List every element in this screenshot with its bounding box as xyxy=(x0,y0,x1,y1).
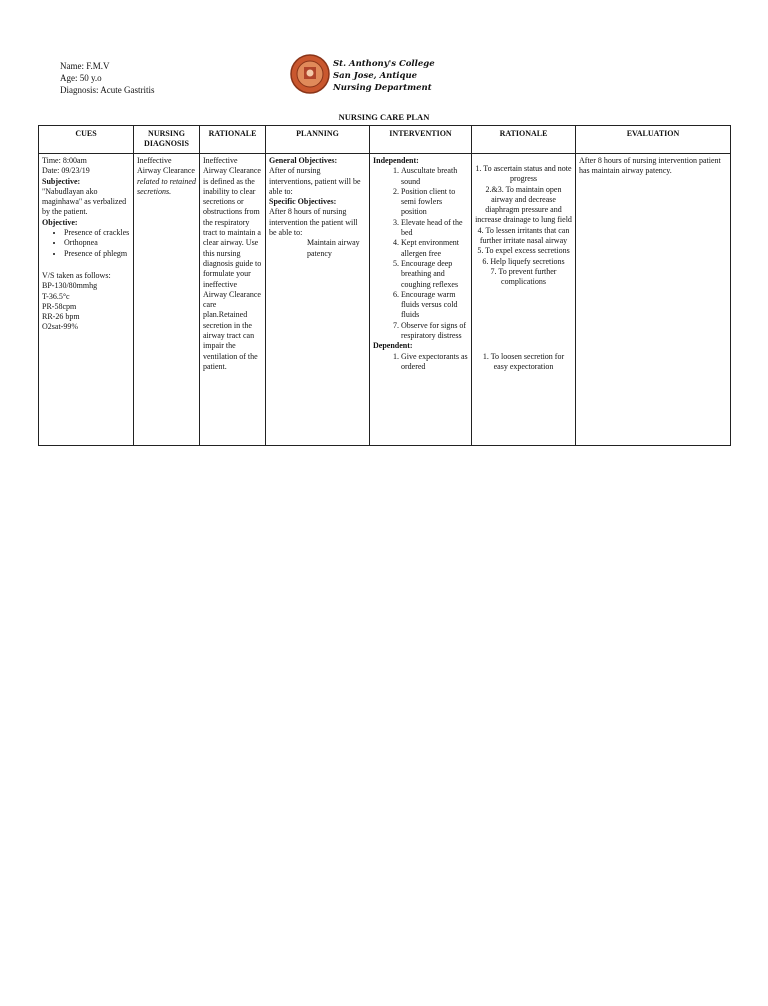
independent-list xyxy=(373,166,468,341)
rationale-2-item-7: 7. To prevent further complications xyxy=(490,266,557,287)
rationale-2-item-6: 6. Help liquefy secretions xyxy=(482,256,565,266)
school-location: San Jose, Antique xyxy=(333,71,418,81)
list-item: 5. Encourage deep breathing and coughing reflexes xyxy=(401,259,468,290)
diagnosis-cell xyxy=(134,154,200,446)
list-item: • Presence of phlegm xyxy=(64,249,130,259)
vital-o2sat: O2sat-99% xyxy=(42,322,78,332)
specific-objectives-label: Specific Objectives: xyxy=(269,197,337,207)
header-nursing-diagnosis: NURSING DIAGNOSIS xyxy=(134,126,200,154)
patient-age: Age: 50 y.o xyxy=(60,73,102,83)
general-objectives-text: After of nursing interventions, patient will be able to: xyxy=(269,166,361,196)
patient-diagnosis: Diagnosis: Acute Gastritis xyxy=(60,85,155,95)
objective-label: Objective: xyxy=(42,217,78,227)
objective-list xyxy=(42,228,130,259)
table-header-row xyxy=(39,126,731,154)
list-item: 2. Position client to semi fowlers position xyxy=(401,187,468,218)
rationale-2-item-5: 5. To expel excess secretions xyxy=(477,246,570,256)
rationale-2-item-1: 1. To ascertain status and note progress xyxy=(475,164,572,184)
evaluation-text: After 8 hours of nursing intervention patient has maintain airway patency. xyxy=(579,156,721,176)
vital-rr: RR-26 bpm xyxy=(42,312,80,322)
rationale-2-dependent-1: 1. To loosen secretion for easy expectoration xyxy=(482,351,565,371)
school-header xyxy=(333,58,435,94)
list-item: 3. Elevate head of the bed xyxy=(401,218,468,239)
rationale-cell xyxy=(200,154,266,446)
evaluation-cell xyxy=(576,154,731,446)
vital-signs-label: V/S taken as follows: xyxy=(42,270,111,280)
header-cues: CUES xyxy=(39,126,134,154)
cues-date: Date: 09/23/19 xyxy=(42,166,90,176)
list-item: • Orthopnea xyxy=(64,238,130,248)
vital-temp: T-36.5°c xyxy=(42,291,70,301)
list-item: 4. Kept environment allergen free xyxy=(401,238,468,259)
dependent-list xyxy=(373,352,468,373)
list-item: 1. Give expectorants as ordered xyxy=(401,352,468,373)
header-rationale-2: RATIONALE xyxy=(472,126,576,154)
vital-pr: PR-58cpm xyxy=(42,301,77,311)
header-intervention: INTERVENTION xyxy=(370,126,472,154)
general-objectives-label: General Objectives: xyxy=(269,156,338,165)
cues-time: Time: 8:00am xyxy=(42,156,87,165)
rationale-2-item-4: 4. To lessen irritants that can further irritate nasal airway xyxy=(477,225,570,246)
rationale-2-item-2-3: 2.&3. To maintain open airway and decrease diaphragm pressure and increase drainage to lung field xyxy=(475,184,572,225)
cues-cell xyxy=(39,154,134,446)
specific-objectives-text: After 8 hours of nursing intervention the patient will be able to: xyxy=(269,207,358,238)
planning-goal: Maintain airway patency xyxy=(307,238,360,258)
diagnosis-related: related to retained secretions. xyxy=(137,176,196,196)
page-title: NURSING CARE PLAN xyxy=(338,112,430,122)
header-rationale: RATIONALE xyxy=(200,126,266,154)
nursing-care-plan-table xyxy=(38,125,731,446)
independent-label: Independent: xyxy=(373,156,419,165)
rationale-text: Ineffective Airway Clearance is defined as the inability to clear secretions or obstructions from the respiratory tract to maintain a clear airway. Use this nursing diagnosis guide to formulate your ineffective Airway Clearance care plan.Retained secretion in the airway tract can impair the ventilation of the patient. xyxy=(203,156,262,371)
header-evaluation: EVALUATION xyxy=(576,126,731,154)
school-name: St. Anthony's College xyxy=(333,59,435,69)
list-item: 7. Observe for signs of respiratory distress xyxy=(401,321,468,342)
header-planning: PLANNING xyxy=(266,126,370,154)
school-seal-icon xyxy=(290,54,330,94)
subjective-text: "Nabudlayan ako maginhawa" as verbalized by the patient. xyxy=(42,186,127,217)
table-row xyxy=(39,154,731,446)
list-item: • Presence of crackles xyxy=(64,228,130,238)
patient-info xyxy=(60,60,155,96)
diagnosis-main: Ineffective Airway Clearance xyxy=(137,156,195,176)
patient-name: Name: F.M.V xyxy=(60,61,110,71)
school-department: Nursing Department xyxy=(333,83,432,93)
subjective-label: Subjective: xyxy=(42,176,81,186)
intervention-cell xyxy=(370,154,472,446)
vital-bp: BP-130/80mmhg xyxy=(42,281,98,291)
list-item: 1. Auscultate breath sound xyxy=(401,166,468,187)
list-item: 6. Encourage warm fluids versus cold fluids xyxy=(401,290,468,321)
dependent-label: Dependent: xyxy=(373,341,413,351)
rationale-2-cell xyxy=(472,154,576,446)
planning-cell xyxy=(266,154,370,446)
